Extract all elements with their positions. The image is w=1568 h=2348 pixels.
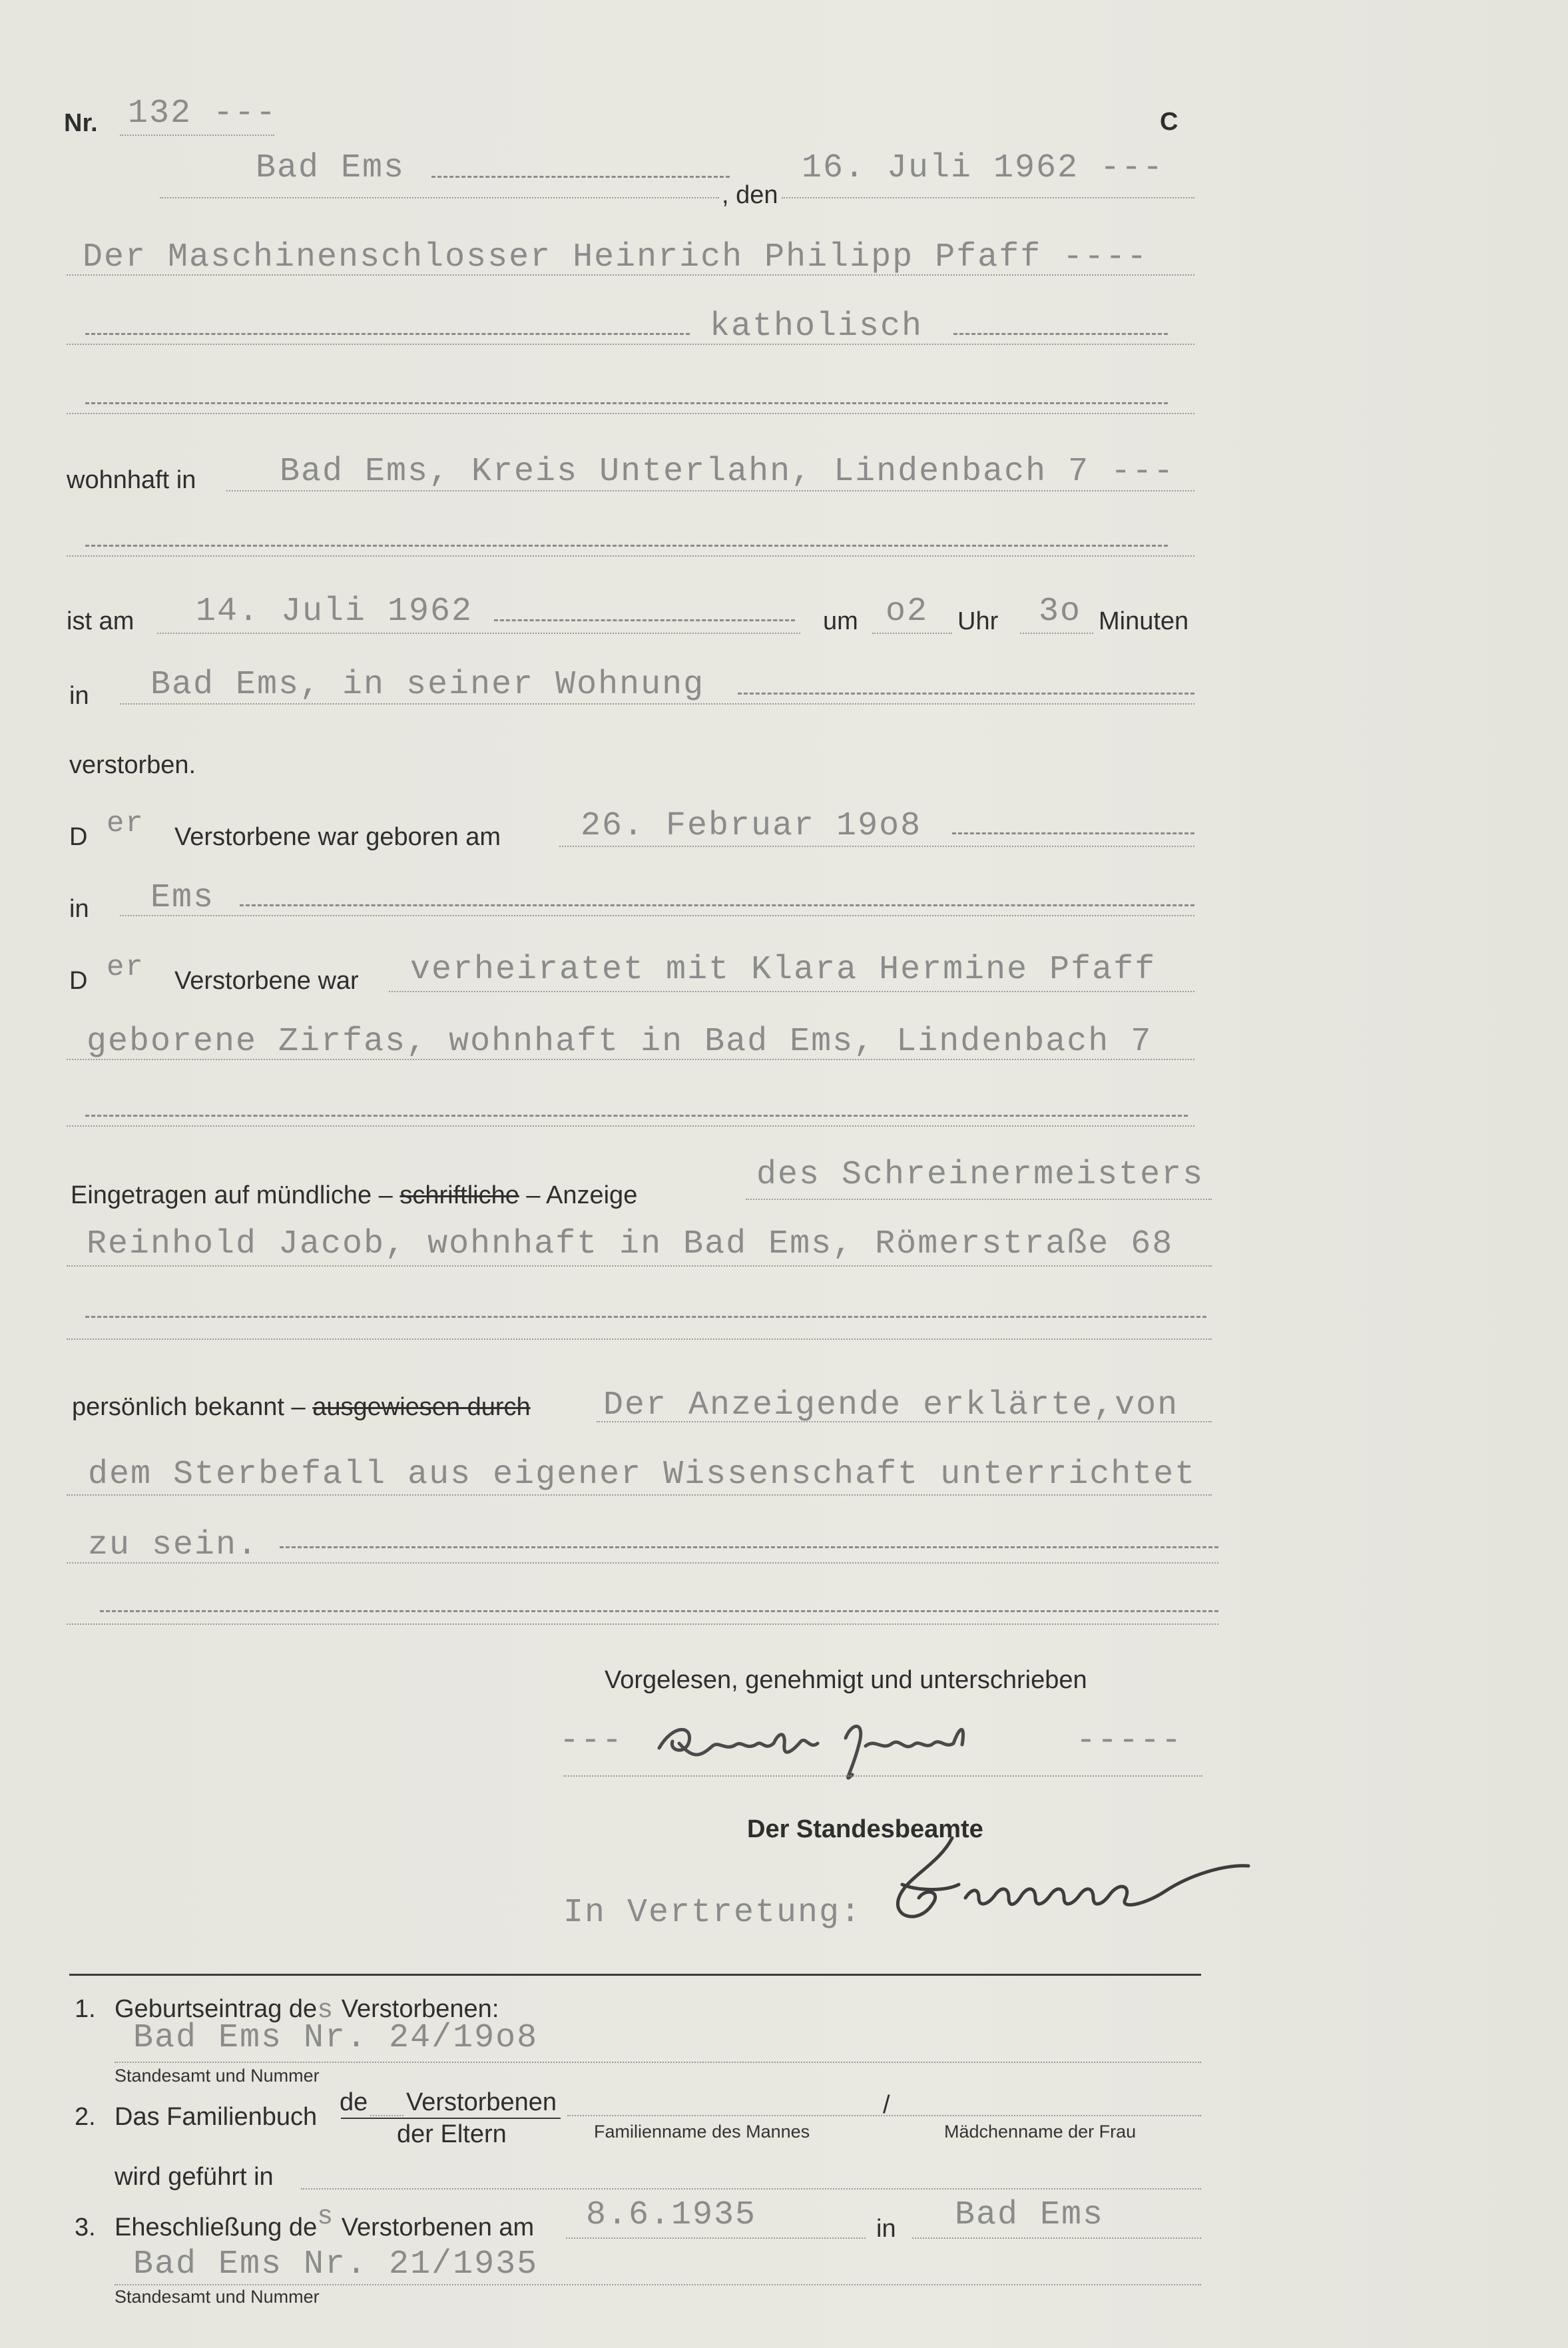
underline-identity-1 xyxy=(597,1421,1212,1422)
item2-option-2: der Eltern xyxy=(397,2120,507,2148)
underline-identity-2 xyxy=(67,1494,1212,1496)
item3-label-a: Eheschließung de xyxy=(115,2213,318,2241)
minuten-label: Minuten xyxy=(1099,607,1189,635)
marriage-er-suffix: er xyxy=(107,951,144,984)
den-label: , den xyxy=(722,181,778,209)
underline-minutes xyxy=(1020,633,1093,634)
dash-identity-3 xyxy=(280,1546,1218,1548)
underline-hour xyxy=(872,633,952,634)
place-underline xyxy=(160,197,719,198)
underline-death-date xyxy=(157,633,800,634)
identity-text-1: Der Anzeigende erklärte,von xyxy=(603,1386,1179,1424)
item3-value: Bad Ems Nr. 21/1935 xyxy=(133,2245,539,2283)
item3-label-b: Verstorbenen am xyxy=(341,2213,535,2241)
in-label-2: in xyxy=(69,895,89,923)
form-letter: C xyxy=(1160,108,1178,136)
birth-date-dash xyxy=(952,832,1194,834)
report-label-a: Eingetragen auf mündliche – xyxy=(71,1181,393,1209)
person-line-1: Der Maschinenschlosser Heinrich Philipp Pfaff ---- xyxy=(83,238,1149,276)
report-label-struck: schriftliche xyxy=(399,1181,519,1209)
underline-report-3 xyxy=(67,1338,1212,1340)
death-date-dash xyxy=(494,619,795,621)
official-signature xyxy=(879,1825,1265,1944)
identity-text-2: dem Sterbefall aus eigener Wissenschaft unterrichtet xyxy=(88,1456,1196,1494)
official-signature-text: Gemmer xyxy=(879,1940,885,1942)
underline-person-2 xyxy=(67,344,1194,345)
birth-place-dash xyxy=(240,904,1194,906)
uhr-label: Uhr xyxy=(957,607,999,635)
item2-option-1: Verstorbenen xyxy=(406,2088,557,2116)
death-place: Bad Ems, in seiner Wohnung xyxy=(150,666,705,704)
dash-person-2a xyxy=(85,333,690,335)
item3-caption: Standesamt und Nummer xyxy=(115,2287,320,2307)
informant-dash-right: ----- xyxy=(1076,1722,1183,1760)
underline-item3 xyxy=(115,2284,1201,2285)
report-text-2: Reinhold Jacob, wohnhaft in Bad Ems, Römerstraße 68 xyxy=(87,1225,1174,1263)
report-label-b: – Anzeige xyxy=(526,1181,638,1209)
item1-label-a: Geburtseintrag de xyxy=(115,1995,318,2023)
underline-person-3 xyxy=(67,413,1194,414)
report-text-1: des Schreinermeisters xyxy=(756,1156,1204,1194)
marriage-d-label: D xyxy=(69,967,88,995)
place-dash xyxy=(431,176,730,178)
item3-label xyxy=(115,2202,535,2244)
read-approved-label: Vorgelesen, genehmigt und unterschrieben xyxy=(605,1666,1087,1694)
underline-item3-place xyxy=(912,2237,1201,2239)
informant-signature xyxy=(653,1711,1025,1791)
death-hour: o2 xyxy=(886,593,929,631)
item2-slash: / xyxy=(883,2091,890,2119)
item2-caption-husband: Familienname des Mannes xyxy=(594,2122,810,2142)
item3-number: 3. xyxy=(75,2213,96,2241)
underline-item2-de xyxy=(370,2115,403,2116)
underline-identity-4 xyxy=(67,1623,1218,1625)
underline-identity-3 xyxy=(67,1562,1218,1564)
underline-death-place xyxy=(120,703,1194,705)
marriage-text-2: geborene Zirfas, wohnhaft in Bad Ems, Lindenbach 7 xyxy=(87,1023,1153,1061)
underline-item2-wird xyxy=(301,2188,1201,2190)
footer-separator xyxy=(69,1974,1201,1976)
item2-caption-wife: Mädchenname der Frau xyxy=(944,2122,1137,2142)
residence: Bad Ems, Kreis Unterlahn, Lindenbach 7 --- xyxy=(280,453,1175,491)
underline-item2 xyxy=(567,2115,1201,2116)
item3-place: Bad Ems xyxy=(955,2196,1105,2234)
item1-caption: Standesamt und Nummer xyxy=(115,2066,320,2086)
dash-identity-4 xyxy=(100,1610,1218,1612)
deputy-text: In Vertretung: xyxy=(563,1894,862,1932)
place-name: Bad Ems xyxy=(256,149,405,187)
marriage-war-label: Verstorbene war xyxy=(174,967,359,995)
death-date: 14. Juli 1962 xyxy=(196,593,473,631)
underline-birth-place xyxy=(120,915,1194,916)
dash-residence-2 xyxy=(85,545,1168,547)
underline-marriage-2 xyxy=(67,1059,1194,1060)
underline-marriage-3 xyxy=(67,1125,1194,1127)
death-place-dash xyxy=(738,693,1194,695)
item1-label-b: Verstorbenen: xyxy=(341,1995,499,2023)
underline-informant-signature xyxy=(563,1775,1202,1777)
official-label: Der Standesbeamte xyxy=(747,1815,983,1843)
marriage-text-1: verheiratet mit Klara Hermine Pfaff xyxy=(410,951,1157,989)
identity-label-a: persönlich bekannt – xyxy=(72,1393,306,1421)
birth-date: 26. Februar 19o8 xyxy=(581,807,922,845)
date-underline xyxy=(782,197,1194,198)
underline-birth-date xyxy=(559,846,1194,847)
underline-item3-date xyxy=(566,2237,866,2239)
identity-label-struck: ausgewiesen durch xyxy=(312,1393,531,1421)
dash-marriage-3 xyxy=(85,1115,1188,1117)
verstorben-label: verstorben. xyxy=(69,751,196,779)
informant-dash-left: --- xyxy=(559,1722,624,1760)
item2-label: Das Familienbuch xyxy=(115,2103,318,2131)
item3-s: s xyxy=(317,2202,335,2232)
death-minutes: 3o xyxy=(1039,593,1082,631)
underline-person-1 xyxy=(67,274,1194,276)
dash-person-3 xyxy=(85,402,1168,404)
item3-in-label: in xyxy=(876,2215,896,2243)
geboren-label: Verstorbene war geboren am xyxy=(174,823,501,851)
dash-report-3 xyxy=(85,1316,1206,1318)
birth-er-suffix: er xyxy=(107,807,144,840)
in-label-1: in xyxy=(69,682,89,710)
item3-date: 8.6.1935 xyxy=(586,2196,757,2234)
wohnhaft-label: wohnhaft in xyxy=(67,466,196,494)
item1-value: Bad Ems Nr. 24/19o8 xyxy=(133,2019,539,2057)
underline-marriage-1 xyxy=(389,991,1194,992)
underline-residence xyxy=(226,490,1194,491)
nr-underline xyxy=(120,135,274,136)
underline-report-2 xyxy=(67,1265,1212,1267)
item2-de: de xyxy=(340,2088,368,2116)
ist-am-label: ist am xyxy=(67,607,134,635)
entry-date: 16. Juli 1962 --- xyxy=(802,149,1165,187)
item2-wird-label: wird geführt in xyxy=(115,2163,274,2191)
religion: katholisch xyxy=(710,308,923,346)
birth-d-label: D xyxy=(69,823,88,851)
underline-residence-2 xyxy=(67,555,1194,557)
report-label xyxy=(71,1181,637,1210)
underline-report-1 xyxy=(746,1199,1212,1200)
item2-number: 2. xyxy=(75,2103,96,2131)
item1-number: 1. xyxy=(75,1995,96,2023)
nr-label: Nr. xyxy=(64,109,98,137)
dash-person-2b xyxy=(953,333,1168,335)
underline-item1 xyxy=(115,2062,1201,2063)
birth-place: Ems xyxy=(150,879,215,917)
item1-s: s xyxy=(317,1996,335,2026)
item2-fraction-rule xyxy=(341,2118,561,2119)
um-label: um xyxy=(823,607,858,635)
register-number: 132 --- xyxy=(128,95,278,133)
informant-signature-text: Reinhold Jacob xyxy=(653,1787,663,1789)
identity-label xyxy=(72,1393,531,1422)
identity-text-3: zu sein. xyxy=(88,1526,259,1564)
